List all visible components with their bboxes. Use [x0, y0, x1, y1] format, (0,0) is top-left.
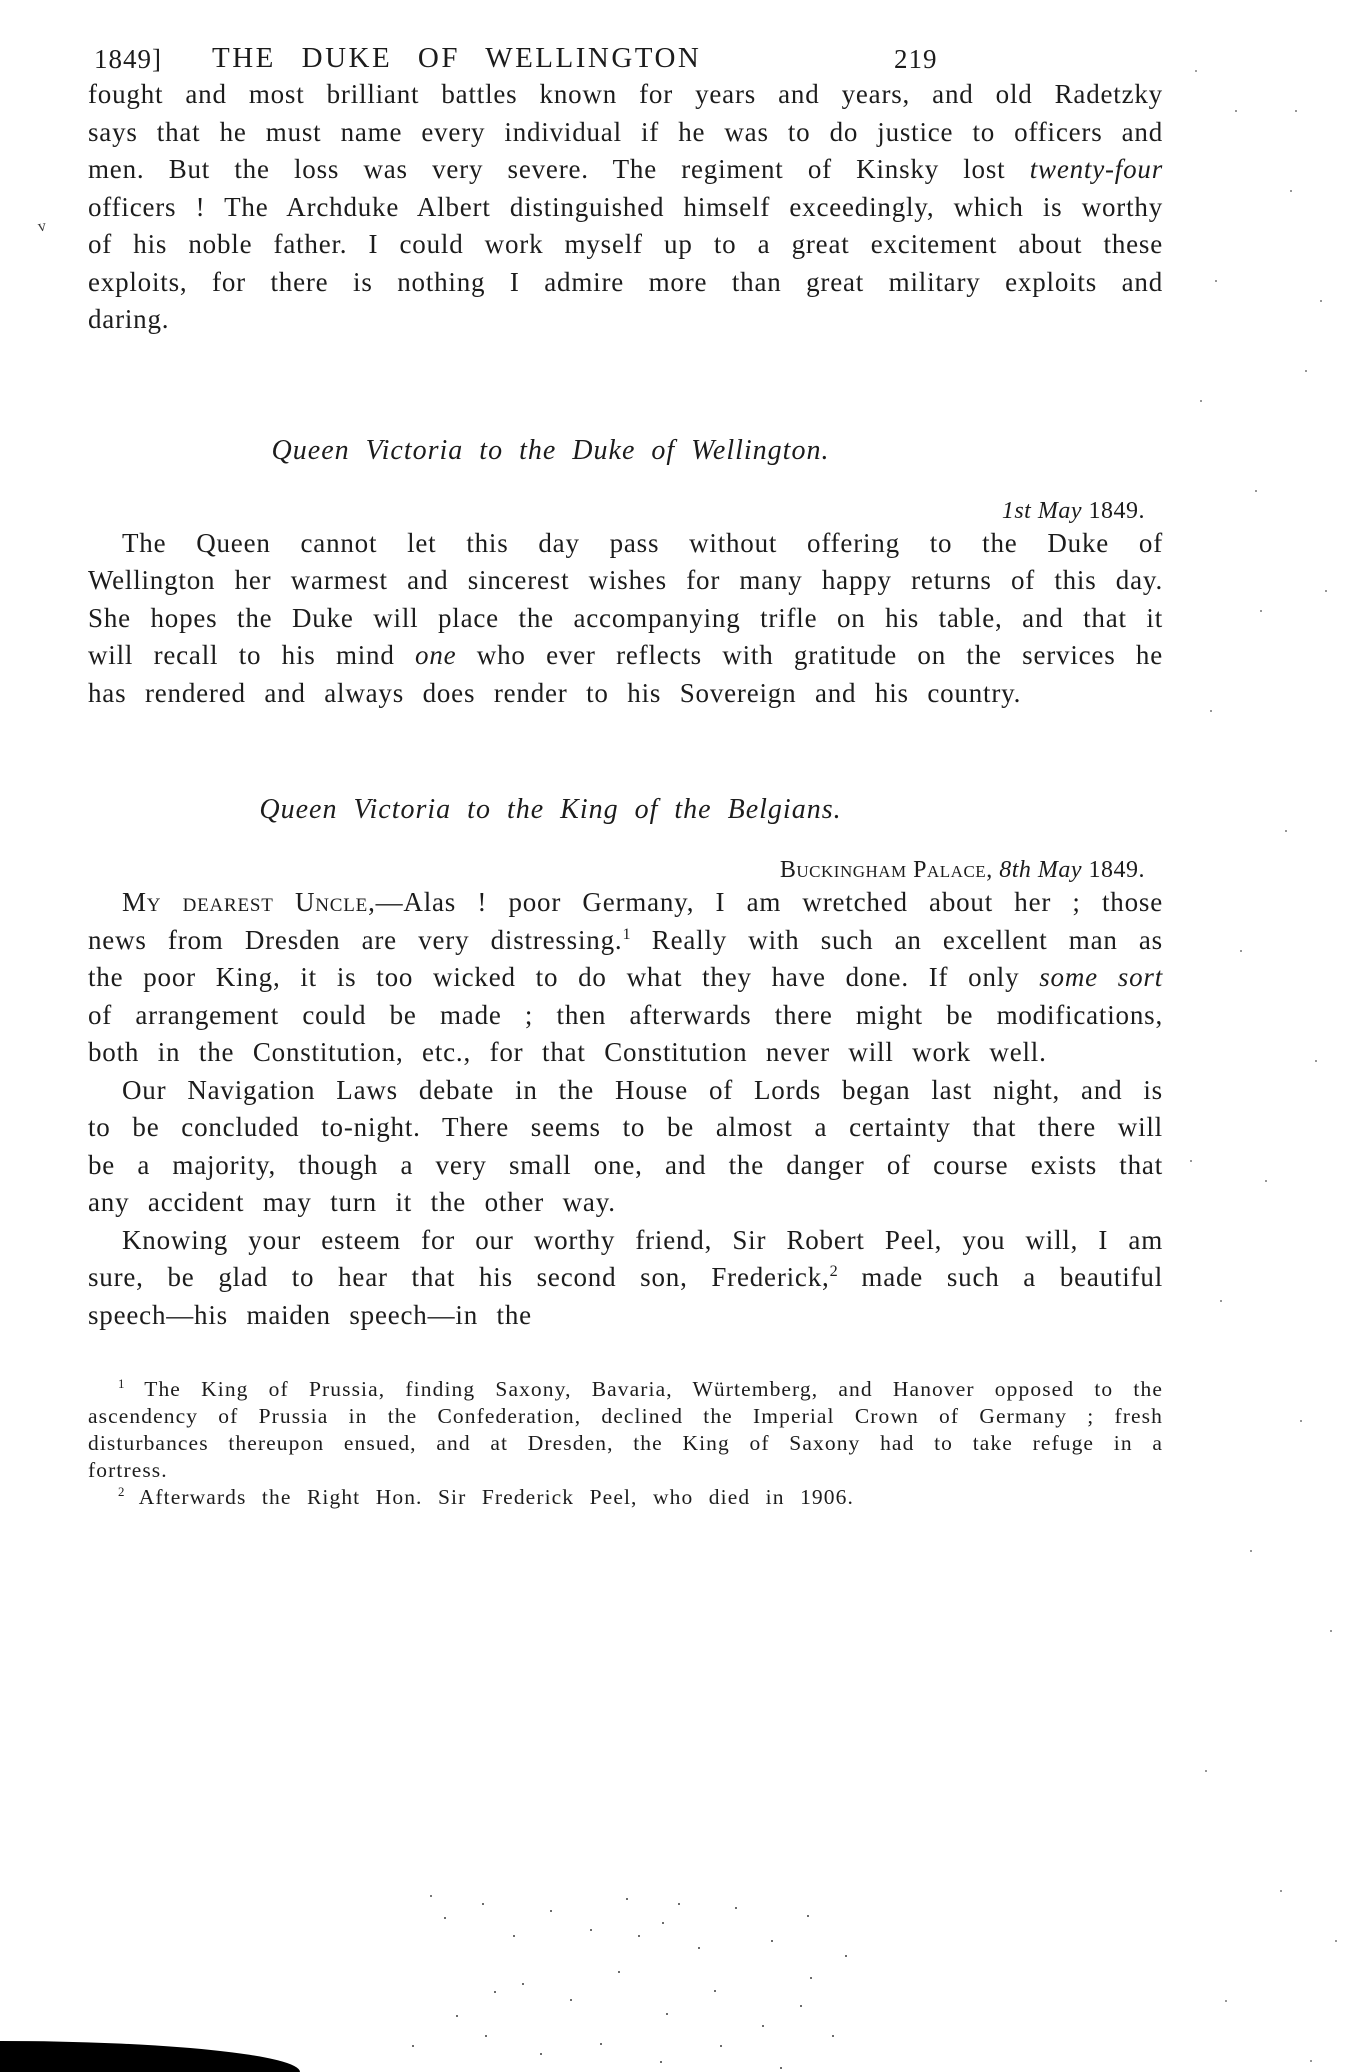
- wellington-body-italic: one: [415, 640, 457, 670]
- letter-wellington-dateline: [88, 497, 1163, 525]
- intro-text-before: fought and most brilliant battles known for years and years, and old Radetzky says that he must name every individual if he was to do justice to officers and men. But the loss was very severe. The regiment of Kinsky lost: [88, 79, 1163, 184]
- margin-mark-artifact: v: [36, 217, 48, 236]
- footnote-2-text: Afterwards the Right Hon. Sir Frederick Peel, who died in 1906.: [124, 1485, 854, 1509]
- header-year-label: 1849]: [94, 44, 162, 74]
- footnote-1-marker: 1: [118, 1376, 125, 1391]
- footnote-1-text: The King of Prussia, finding Saxony, Bavaria, Würtemberg, and Hanover opposed to the ascendency of Prussia in the Confederation, declined the Imperial Crown of Germany ; fresh disturbances thereupon ensued, and at Dresden, the King of Saxony had to take refuge in a fortress.: [88, 1377, 1163, 1482]
- letter-belgians-dateline: [88, 856, 1163, 884]
- letter-belgians-heading: Queen Victoria to the King of the Belgians.: [259, 794, 842, 825]
- salutation: My dearest Uncle: [122, 887, 369, 917]
- footnote-ref-2: 2: [829, 1262, 838, 1280]
- dateline-place: Buckingham Palace: [779, 857, 987, 883]
- dateline-date: 8th May: [999, 857, 1082, 883]
- belgians-paragraph-1: [88, 884, 1163, 1072]
- footnote-2: [88, 1484, 1163, 1511]
- belgians-p1-italic: some sort: [1039, 962, 1163, 992]
- intro-text-after: officers ! The Archduke Albert distinguished himself exceedingly, which is worthy of his noble father. I could work myself up to a great excitement about these exploits, for there is nothing I admire more than great military exploits and daring.: [88, 191, 1163, 334]
- header-title: THE DUKE OF WELLINGTON: [212, 42, 702, 74]
- belgians-p3-text-b: made such a beautiful speech—his maiden speech—in the: [88, 1262, 1163, 1330]
- belgians-paragraph-3: [88, 1222, 1163, 1335]
- letter-wellington-heading: Queen Victoria to the Duke of Wellington.: [271, 434, 830, 466]
- belgians-paragraph-2: Our Navigation Laws debate in the House of Lords began last night, and is to be concluded to-night. There seems to be almost a certainty that there will be a majority, though a very small one, and the danger of course exists that any accident may turn it the other way.: [88, 1074, 1163, 1217]
- header-page-number: 219: [894, 44, 938, 74]
- intro-italic-phrase: twenty-four: [1029, 154, 1163, 184]
- letter-wellington-date: 1st May: [1001, 497, 1082, 524]
- text-block: [88, 42, 1163, 1511]
- scan-noise-bottom: [430, 1895, 432, 1897]
- running-head: [88, 42, 1163, 76]
- belgians-p1-text-c: of arrangement could be made ; then afterwards there might be modifications, both in the Constitution, etc., for that Constitution never will work well.: [88, 999, 1163, 1067]
- letter-wellington-body: [88, 525, 1163, 713]
- wellington-body-before: The Queen cannot let this day pass without offering to the Duke of Wellington her warmest and sincerest wishes for many happy returns of this day. She hopes the Duke will place the accompanying trifle on his table, and that it will recall to his mind: [88, 527, 1163, 670]
- footnotes-section: [88, 1376, 1163, 1511]
- wellington-body-after: who ever reflects with gratitude on the services he has rendered and always does render to his Sovereign and his country.: [88, 640, 1163, 708]
- belgians-p1-text-b: Really with such an excellent man as the poor King, it is too wicked to do what they have done. If only: [88, 924, 1163, 992]
- scan-corner-artifact: [0, 2040, 302, 2072]
- footnote-1: [88, 1376, 1163, 1484]
- letter-wellington-year: 1849.: [1082, 497, 1145, 524]
- scan-noise-right-margin: [1195, 70, 1197, 72]
- footnote-ref-1: 1: [622, 924, 631, 943]
- dateline-year: 1849.: [1082, 857, 1145, 883]
- footnote-2-marker: 2: [118, 1484, 125, 1499]
- intro-paragraph: [88, 76, 1163, 339]
- dateline-separator: ,: [986, 857, 1000, 883]
- belgians-p3-text-a: Knowing your esteem for our worthy friend, Sir Robert Peel, you will, I am sure, be glad to hear that his second son, Frederick,: [88, 1224, 1163, 1292]
- belgians-p1-text-a: ,—Alas ! poor Germany, I am wretched about her ; those news from Dresden are very distressing.: [88, 887, 1163, 955]
